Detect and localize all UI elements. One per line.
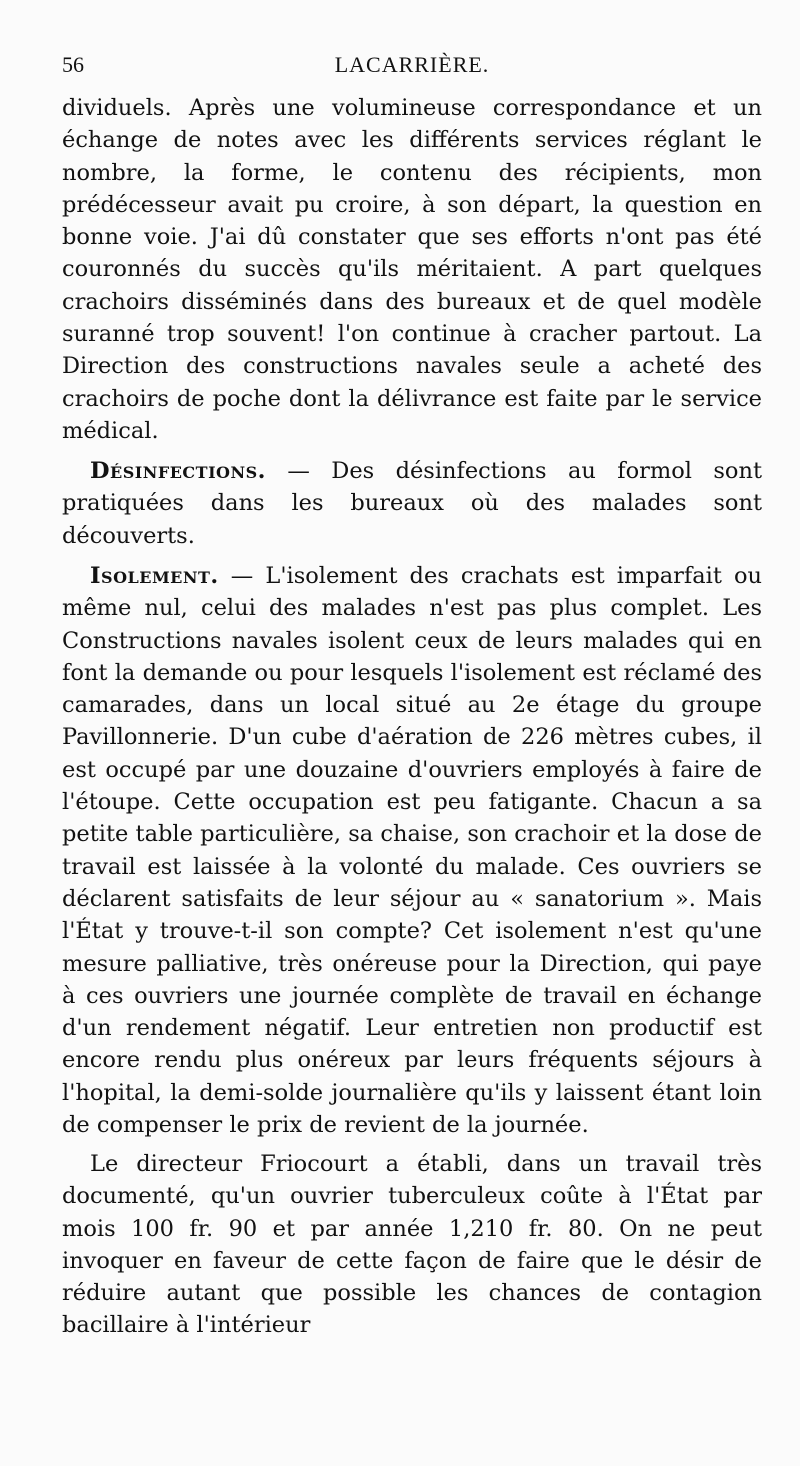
paragraph-text: — Des désinfections au formol sont pratiquées dans les bureaux où des malades sont découverts. <box>62 458 762 549</box>
paragraph-friocourt <box>62 1148 762 1342</box>
paragraph-text: Le directeur Friocourt a établi, dans un travail très documenté, qu'un ouvrier tuberculeux coûte à l'État par mois 100 fr. 90 et par année 1,210 fr. 80. On ne peut invoquer en faveur de cette façon de faire que le désir de réduire autant que possible les chances de contagion bacillaire à l'intérieur <box>62 1151 762 1339</box>
paragraph-text: dividuels. Après une volumineuse correspondance et un échange de notes avec les différents services réglant le nombre, la forme, le contenu des récipients, mon prédécesseur avait pu croire, à son départ, la question en bonne voie. J'ai dû constater que ses efforts n'ont pas été couronnés du succès qu'ils méritaient. A part quelques crachoirs disséminés dans des bureaux et de quel modèle suranné trop souvent! l'on continue à cracher partout. La Direction des constructions navales seule a acheté des crachoirs de poche dont la délivrance est faite par le service médical. <box>62 95 762 444</box>
section-heading-desinfections: Désinfections. <box>90 458 267 484</box>
running-title: LACARRIÈRE. <box>334 52 490 77</box>
paragraph-desinfections <box>62 455 762 552</box>
page-header <box>62 52 762 82</box>
paragraph-text: — L'isolement des crachats est imparfait ou même nul, celui des malades n'est pas plus complet. Les Constructions navales isolent ceux de leurs malades qui en font la demande ou pour lesquels l'isolement est réclamé des camarades, dans un local situé au 2e étage du groupe Pavillonnerie. D'un cube d'aération de 226 mètres cubes, il est occupé par une douzaine d'ouvriers employés à faire de l'étoupe. Cette occupation est peu fatigante. Chacun a sa petite table particulière, sa chaise, son crachoir et la dose de travail est laissée à la volonté du malade. Ces ouvriers se déclarent satisfaits de leur séjour au « sanatorium ». Mais l'État y trouve-t-il son compte? Cet isolement n'est qu'une mesure palliative, très onéreuse pour la Direction, qui paye à ces ouvriers une journée complète de travail en échange d'un rendement négatif. Leur entretien non productif est encore rendu plus onéreux par leurs fréquents séjours à l'hopital, la demi-solde journalière qu'ils y laissent étant loin de compenser le prix de revient de la journée. <box>62 563 762 1139</box>
page-number: 56 <box>62 52 84 77</box>
paragraph-continuation <box>62 92 762 447</box>
section-heading-isolement: Isolement. <box>90 563 219 589</box>
paragraph-isolement <box>62 560 762 1141</box>
